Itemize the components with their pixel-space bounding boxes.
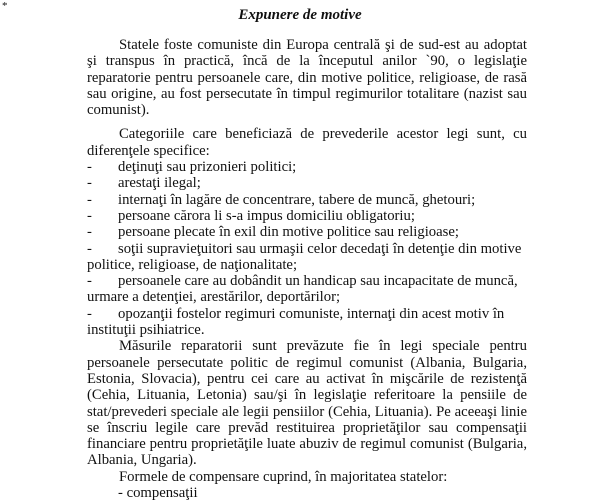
paragraph-measures: Măsurile reparatorii sunt prevăzute fie în legi speciale pentru persoanele persecutate politic de regimul comunist (Albania, Bulgaria, Estonia, Slovacia), pentru cei care au activat în mişcările de rezistenţă (Cehia, Lituania, Letonia) sau/şi în legislaţie referitoare la pensiile de stat/prevederi speciale ale legii pensiilor (Cehia, Lituania). Pe aceeaşi linie se înscriu legile care prevăd restituirea proprietăţilor sau compensaţii financiare pentru proprietăţile luate abuziv de regimul comunist (Bulgaria, Albania, Ungaria). bbox=[87, 338, 527, 469]
document-body bbox=[87, 37, 527, 501]
bullet-dash: - bbox=[87, 191, 92, 208]
corner-mark: * bbox=[2, 0, 8, 12]
list-item bbox=[87, 306, 527, 339]
list-item-text: persoane cărora li s-a impus domiciliu obligatoriu; bbox=[118, 207, 415, 224]
list-item bbox=[87, 175, 527, 191]
list-item-text: deţinuţi sau prizonieri politici; bbox=[118, 159, 297, 176]
list-item-text: persoane plecate în exil din motive politice sau religioase; bbox=[118, 224, 459, 241]
list-item bbox=[87, 159, 527, 175]
bullet-dash: - bbox=[87, 207, 92, 224]
list-item-text: soţii supravieţuitori sau urmaşii celor decedaţi în detenţie din motive bbox=[118, 240, 522, 257]
bullet-dash: - bbox=[87, 159, 92, 176]
list-item bbox=[87, 273, 527, 306]
bullet-dash: - bbox=[87, 240, 92, 257]
list-item-continuation: urmare a detenţiei, arestărilor, deportărilor; bbox=[87, 289, 341, 306]
document-title: Expunere de motive bbox=[238, 7, 362, 23]
bullet-dash: - bbox=[87, 224, 92, 241]
list-item bbox=[87, 208, 527, 224]
paragraph-compensation: Formele de compensare cuprind, în majoritatea statelor: bbox=[119, 468, 448, 485]
list-item-continuation: instituţii psihiatrice. bbox=[87, 322, 205, 339]
list-item-text: arestaţi ilegal; bbox=[118, 175, 201, 192]
cut-off-line bbox=[87, 485, 527, 501]
paragraph-intro: Statele foste comuniste din Europa centrală şi de sud-est au adoptat şi transpus în practică, încă de la începutul anilor `90, o legislaţie reparatorie pentru persoanele care, din motive politice, religioase, de rasă sau origine, au fost persecutate în timpul regimurilor totalitare (nazist sau comunist). bbox=[87, 37, 527, 119]
list-item bbox=[87, 192, 527, 208]
list-item bbox=[87, 224, 527, 240]
bullet-dash: - bbox=[87, 175, 92, 192]
bullet-dash: - bbox=[87, 305, 92, 322]
list-item-continuation: politice, religioase, de naţionalitate; bbox=[87, 256, 298, 273]
list-item-text: internaţi în lagăre de concentrare, tabere de muncă, ghetouri; bbox=[118, 191, 476, 208]
list-item-text: opozanţii fostelor regimuri comuniste, internaţi din acest motiv în bbox=[118, 305, 505, 322]
paragraph-categories: Categoriile care beneficiază de prevederile acestor legi sunt, cu diferenţele specifice: bbox=[87, 126, 527, 159]
cut-off-line-text: - compensaţii bbox=[118, 485, 198, 501]
list-item-text: persoanele care au dobândit un handicap sau incapacitate de muncă, bbox=[118, 273, 518, 290]
bullet-dash: - bbox=[87, 273, 92, 290]
list-item bbox=[87, 241, 527, 274]
categories-list bbox=[87, 159, 527, 338]
